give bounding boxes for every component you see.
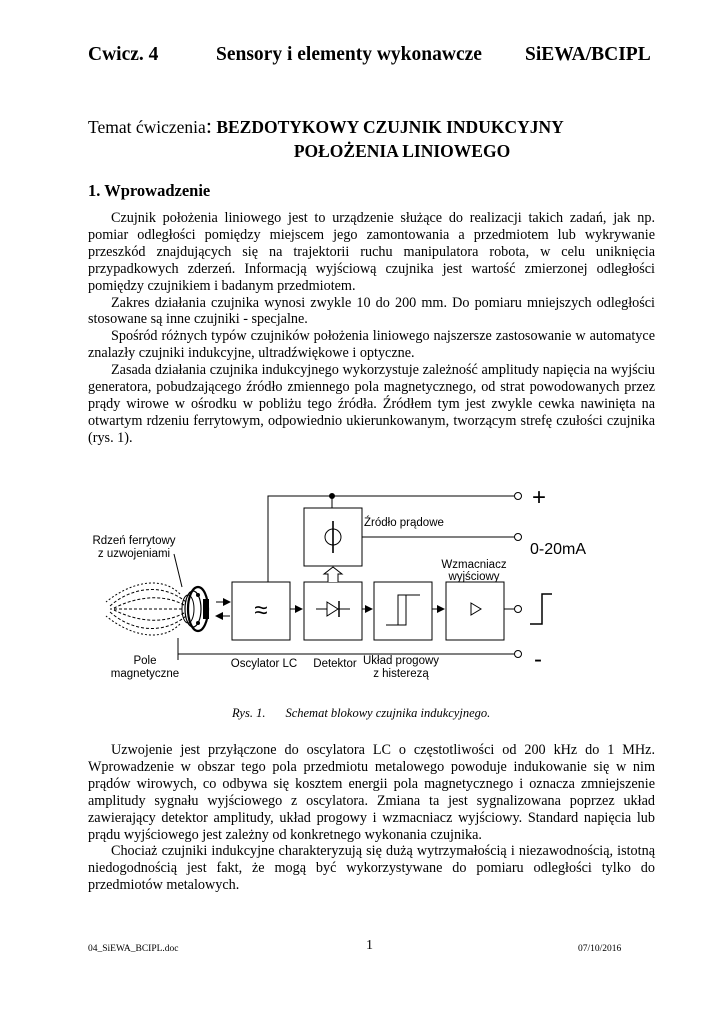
amplifier-label: wyjściowy <box>448 571 500 583</box>
field-label: Pole <box>133 655 157 667</box>
paragraph: Czujnik położenia liniowego jest to urządzenie służące do realizacji takich zadań, jak np. pomiar odległości pomiędzy miejscem jego zamontowania a przedmiotem lub wykrywanie przeszkód znajdujących się na trajektorii ruchu manipulatora robota, w celu uniknięcia przypadkowych zderzeń. Informacją wyjściową czujnika jest wartość zmierzonej odległości pomiędzy czujnikiem i badanym przedmiotem. <box>88 210 655 294</box>
core-label: z uzwojeniami <box>97 548 171 560</box>
footer-filename: 04_SiEWA_BCIPL.doc <box>88 944 179 954</box>
intro-text <box>88 210 655 447</box>
paragraph: Uzwojenie jest przyłączone do oscylatora LC o częstotliwości od 200 kHz do 1 MHz. Wprowadzenie w obszar tego pola przedmiotu metalowego powoduje indukowanie się w nim prądów wirowych, co odbywa się kosztem energii pola magnetycznego i oznacza zmniejszenie amplitudy sygnału wyjściowego z oscylatora. Zmiana ta jest sygnalizowana poprzez układ zawierający detektor amplitudy, układ progowy i wzmacniacz wyjściowy. Standard napięcia lub prądu wyjściowego jest zależny od konkretnego wykonania czujnika. <box>88 742 655 843</box>
topic-title-line1: BEZDOTYKOWY CZUJNIK INDUKCYJNY <box>216 117 564 137</box>
threshold-block <box>374 582 432 640</box>
caption-text: Schemat blokowy czujnika indukcyjnego. <box>285 706 491 720</box>
detector-label: Detektor <box>313 658 357 670</box>
core-label: Rdzeń ferrytowy <box>92 535 176 547</box>
paragraph: Zakres działania czujnika wynosi zwykle 10 do 200 mm. Do pomiaru mniejszych odległości stosowane są inne czujniki - specjalne. <box>88 294 655 328</box>
caption-label: Rys. 1. <box>232 706 266 720</box>
topic-label: Temat ćwiczenia <box>88 117 206 137</box>
paragraph: Spośród różnych typów czujników położenia liniowego najszersze zastosowanie w automatyce znalazły czujniki indukcyjne, ultradźwiękowe i optyczne. <box>88 328 655 362</box>
threshold-label: Układ progowy <box>362 655 440 667</box>
block-diagram <box>80 484 640 689</box>
current-range-label: 0-20mA <box>530 541 587 558</box>
topic-colon: : <box>205 113 212 138</box>
threshold-label: z histerezą <box>373 668 429 680</box>
osc-symbol: ≈ <box>254 597 268 624</box>
field-label: magnetyczne <box>110 668 180 680</box>
header-course-title: Sensory i elementy wykonawcze <box>216 44 482 65</box>
main-text <box>88 742 655 894</box>
current-source-label: Źródło prądowe <box>364 517 444 529</box>
section-heading: 1. Wprowadzenie <box>88 181 211 200</box>
minus-terminal-label: - <box>534 646 542 673</box>
paragraph: Chociaż czujniki indukcyjne charakteryzują się dużą wytrzymałością i niezawodnością, istotną niedogodnością jest fakt, że mogą być wykorzystywane do pomiaru odległości tylko do przedmiotów metalowych. <box>88 843 655 894</box>
header-course-code: Cwicz. 4 <box>88 44 159 65</box>
header-course-id: SiEWA/BCIPL <box>525 44 651 65</box>
figure-caption <box>232 706 490 721</box>
exercise-topic <box>88 114 648 163</box>
plus-terminal-label: + <box>532 484 547 511</box>
oscillator-label: Oscylator LC <box>230 658 298 670</box>
footer-page-number: 1 <box>366 938 373 953</box>
amplifier-label: Wzmacniacz <box>441 559 507 571</box>
topic-title-line2: POŁOŻENIA LINIOWEGO <box>293 141 511 161</box>
paragraph: Zasada działania czujnika indukcyjnego wykorzystuje zależność amplitudy napięcia na wyjściu generatora, pobudzającego źródło zmiennego pola magnetycznego, od strat powodowanych przez prądy wirowe w ośrodku w pobliżu tego źródła. Źródłem tym jest zwykle cewka nawinięta na otwartym rdzeniu ferrytowym, odpowiednio ukierunkowanym, tworzącym strefę czułości czujnika (rys. 1). <box>88 362 655 446</box>
footer-date: 07/10/2016 <box>578 944 622 954</box>
